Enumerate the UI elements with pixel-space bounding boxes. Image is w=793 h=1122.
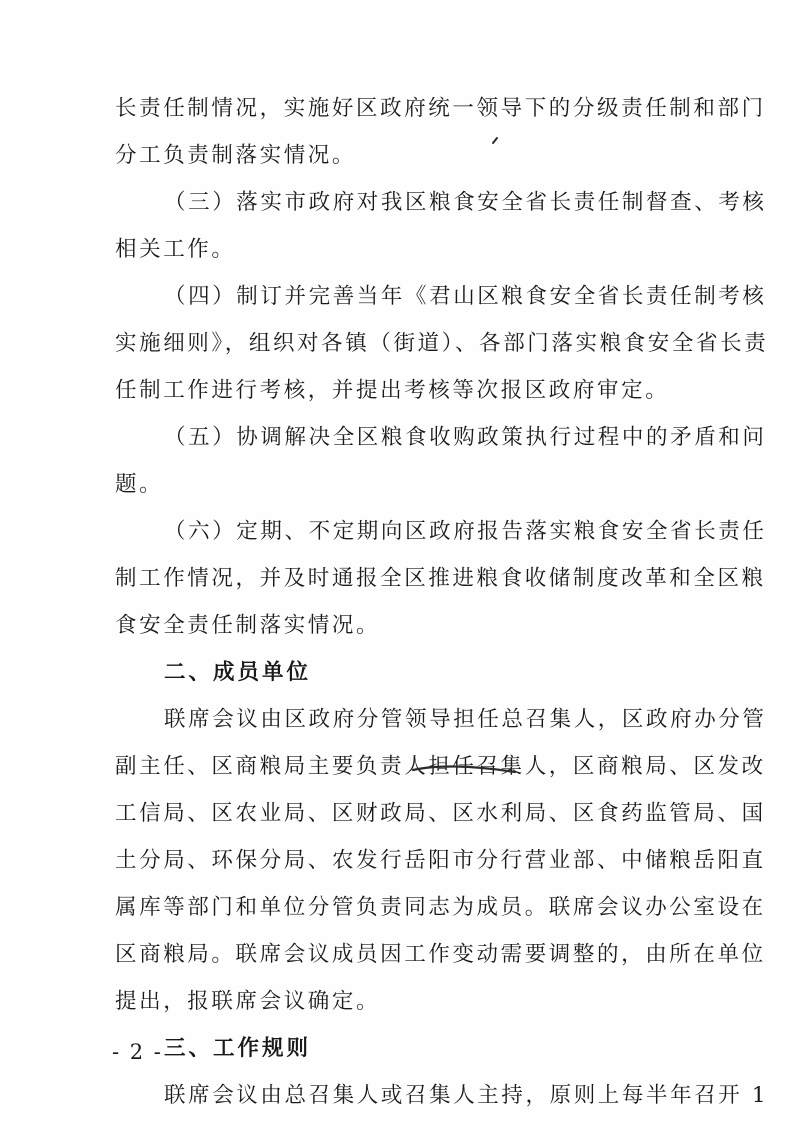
paragraph-line: 长责任制情况，实施好区政府统一领导下的分级责任制和部门 — [115, 96, 766, 121]
paragraph-line: 联席会议由区政府分管领导担任总召集人，区政府办分管 — [164, 707, 767, 732]
paragraph-line: 分工负责制落实情况。 — [115, 143, 357, 168]
paragraph-line: （五）协调解决全区粮食收购政策执行过程中的矛盾和问 — [164, 425, 767, 450]
paragraph-line: 题。 — [115, 472, 164, 497]
paragraph-line: 提出，报联席会议确定。 — [115, 989, 381, 1014]
paragraph-line: 实施细则》，组织对各镇（街道）、各部门落实粮食安全省长责 — [115, 331, 769, 356]
paragraph-line: 联席会议由总召集人或召集人主持，原则上每半年召开 1 — [164, 1083, 769, 1108]
paragraph-line: 任制工作进行考核，并提出考核等次报区政府审定。 — [115, 378, 670, 403]
paragraph-line: 土分局、环保分局、农发行岳阳市分行营业部、中储粮岳阳直 — [115, 848, 766, 873]
section-heading-rules: 三、工作规则 — [164, 1036, 312, 1061]
paragraph-line: 工信局、区农业局、区财政局、区水利局、区食药监管局、国 — [115, 801, 766, 826]
page-number: - 2 - — [112, 1040, 163, 1064]
paragraph-line: 副主任、区商粮局主要负责人担任召集人，区商粮局、区发改 — [115, 754, 766, 779]
paragraph-line: 制工作情况，并及时通报全区推进粮食收储制度改革和全区粮 — [115, 566, 766, 591]
document-body — [115, 85, 769, 1119]
paragraph-line: 属库等部门和单位分管负责同志为成员。联席会议办公室设在 — [115, 895, 766, 920]
paragraph-line: 食安全责任制落实情况。 — [115, 613, 381, 638]
paragraph-line: （三）落实市政府对我区粮食安全省长责任制督查、考核 — [164, 190, 767, 215]
paragraph-line: 区商粮局。联席会议成员因工作变动需要调整的，由所在单位 — [115, 942, 766, 967]
paragraph-line: （六）定期、不定期向区政府报告落实粮食安全省长责任 — [164, 519, 767, 544]
paragraph-line: 相关工作。 — [115, 237, 236, 262]
paragraph-line: （四）制订并完善当年《君山区粮食安全省长责任制考核 — [164, 284, 767, 309]
section-heading-members: 二、成员单位 — [164, 660, 312, 685]
